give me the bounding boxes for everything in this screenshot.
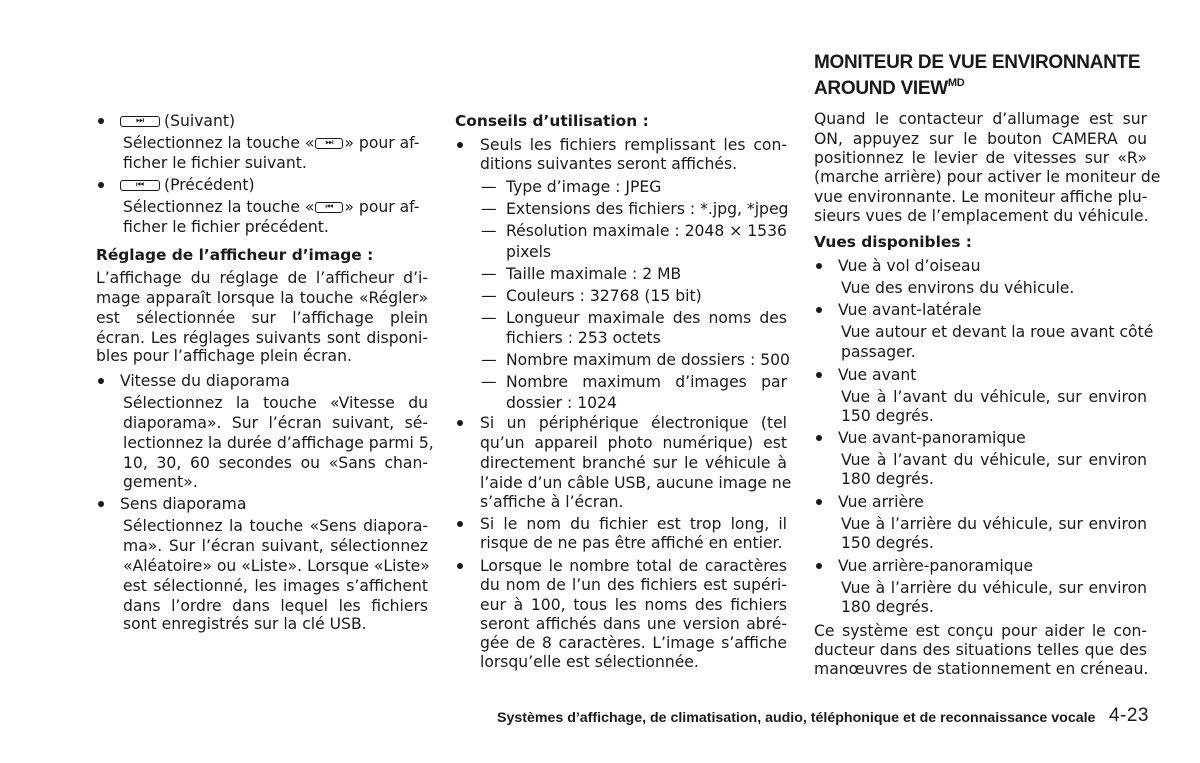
paragraph-line: eur à 100, tous les noms des fichiers [480, 596, 787, 614]
view-title: Vue avant-panoramique [838, 429, 1026, 447]
next-track-key-icon: ⏭ [120, 116, 160, 127]
dash-list-item-continuation: dossier : 1024 [506, 393, 617, 412]
bullet-slideshow-direction: Sens diaporama [96, 494, 428, 514]
bullet-slideshow-speed: Vitesse du diaporama [96, 371, 428, 391]
dash-marker: — [481, 178, 497, 196]
trademark-sup: MD [947, 77, 965, 89]
paragraph-line: écran. Les réglages suivants sont disponi- [96, 329, 428, 347]
paragraph-line: ON, appuyez sur le bouton CAMERA ou [814, 130, 1147, 148]
bullet-dot [98, 182, 104, 188]
page-number: 4-23 [1108, 705, 1149, 726]
view-description: Vue des environs du véhicule. [841, 279, 1075, 297]
view-item [814, 365, 1147, 385]
next-desc-line2: ficher le fichier suivant. [123, 154, 307, 172]
paragraph-line: 10, 30, 60 secondes ou «Sans chan- [123, 454, 428, 472]
paragraph-line: directement branché sur le véhicule à [480, 454, 787, 472]
dash-list-item: — Nombre maximum de dossiers : 500 [481, 351, 790, 369]
bullet-dot [457, 420, 463, 426]
prev-desc-line1: Sélectionnez la touche « ⏮ » pour af- [123, 198, 420, 216]
dash-list-item: — Type d’image : JPEG [481, 178, 662, 196]
dash-marker: — [481, 222, 497, 240]
paragraph-line: positionnez le levier de vitesses sur «R» [814, 149, 1147, 167]
view-item [814, 556, 1147, 576]
bullet-long-filename: Si le nom du fichier est trop long, il [455, 514, 787, 534]
view-title: Vue à vol d’oiseau [838, 257, 981, 275]
paragraph-line: s’affiche à l’écran. [480, 493, 624, 511]
dash-list-item-continuation: pixels [506, 242, 552, 261]
paragraph-line: ma». Sur l’écran suivant, sélectionnez [123, 537, 428, 555]
view-description: 150 degrés. [841, 407, 934, 425]
view-description: 180 degrés. [841, 598, 934, 616]
page-footer [497, 707, 1149, 729]
bullet-dot [457, 563, 463, 569]
next-track-key-icon: ⏭ [315, 138, 343, 149]
paragraph-line: ducteur dans des situations telles que des [814, 641, 1147, 659]
paragraph-line: Quand le contacteur d’allumage est sur [814, 110, 1147, 128]
footer-chapter-title: Systèmes d’affichage, de climatisation, audio, téléphonique et de reconnaissance vocale [497, 710, 1096, 726]
next-desc-line1: Sélectionnez la touche « ⏭ » pour af- [123, 134, 420, 152]
view-title: Vue avant [838, 366, 917, 384]
view-description: Vue à l’avant du véhicule, sur environ [841, 388, 1147, 406]
dash-list-item: — Longueur maximale des noms des [481, 308, 787, 327]
section-title-line2: AROUND $VIEW^{MD}$ [814, 77, 965, 99]
previous-track-key-icon: ⏮ [120, 180, 160, 191]
dash-list-item: — Résolution maximale : 2048 × 1536 [481, 222, 787, 240]
paragraph-line: ditions suivantes seront affichés. [480, 155, 738, 173]
dash-list-item: — Nombre maximum d’images par [481, 373, 787, 391]
bullet-dot [816, 563, 822, 569]
paragraph-line: diaporama». Sur l’écran suivant, sé- [123, 414, 428, 432]
prev-label: (Précédent) [164, 176, 255, 194]
paragraph-line: lorsqu’elle est sélectionnée. [480, 653, 699, 671]
bullet-dot [816, 263, 822, 269]
paragraph-line: est sélectionné, les images s’affichent [123, 577, 428, 595]
view-description: Vue à l’arrière du véhicule, sur environ [841, 515, 1147, 533]
dash-marker: — [481, 351, 497, 369]
bullet-dot [457, 142, 463, 148]
bullet-dot [816, 499, 822, 505]
paragraph-line: dans l’ordre dans lequel les fichiers [123, 597, 428, 615]
view-description: 150 degrés. [841, 534, 934, 552]
dash-list-item: — Taille maximale : 2 MB [481, 264, 682, 283]
dash-marker: — [481, 264, 497, 283]
paragraph-line: seront affichés dans une version abré- [480, 615, 787, 633]
paragraph-line: L’affichage du réglage de l’afficheur d’i- [96, 269, 428, 287]
bullet-prev [96, 175, 428, 195]
view-item [814, 492, 1147, 512]
paragraph-line: gée de 8 caractères. L’image s’affiche [480, 634, 787, 652]
paragraph-line: qu’un appareil photo numérique) est [480, 434, 787, 452]
bullet-dot [98, 118, 104, 124]
paragraph-line: mage apparaît lorsque la touche «Régler» [96, 289, 428, 307]
view-description: Vue à l’arrière du véhicule, sur environ [841, 579, 1147, 597]
paragraph-line: Sélectionnez la touche «Vitesse du [123, 394, 428, 412]
bullet-next [96, 111, 428, 131]
bullet-dot [816, 307, 822, 313]
section-heading-image-settings: Réglage de l’afficheur d’image : [96, 246, 374, 264]
bullet-dot [98, 501, 104, 507]
view-description: Vue autour et devant la roue avant côté [841, 323, 1154, 341]
paragraph-line: l’aide d’un câble USB, aucune image ne [480, 474, 792, 492]
dash-list-item: — Couleurs : 32768 (15 bit) [481, 286, 702, 305]
prev-desc-line2: ficher le fichier précédent. [123, 218, 329, 236]
paragraph-line: risque de ne pas être affiché en entier. [480, 534, 783, 552]
dash-marker: — [481, 308, 497, 327]
bullet-dot [98, 378, 104, 384]
paragraph-line: du nom de l’un des fichiers est supéri- [480, 576, 787, 594]
paragraph-line: sont enregistrés sur la clé USB. [123, 615, 367, 633]
section-heading-available-views: Vues disponibles : [814, 233, 972, 251]
paragraph-line: lectionnez la durée d’affichage parmi 5, [123, 434, 434, 452]
previous-track-key-icon: ⏮ [315, 202, 343, 213]
dash-marker: — [481, 373, 497, 391]
section-title-line1: MONITEUR DE VUE ENVIRONNANTE [814, 52, 1141, 73]
paragraph-line: (marche arrière) pour activer le moniteur de [814, 168, 1161, 186]
paragraph-line: gement». [123, 473, 198, 491]
paragraph-line: bles pour l’affichage plein écran. [96, 347, 352, 365]
dash-list-item-continuation: fichiers : 253 octets [506, 329, 661, 347]
dash-marker: — [481, 286, 497, 305]
next-label: (Suivant) [164, 112, 236, 130]
dash-list-item: — Extensions des fichiers : *.jpg, *jpeg [481, 200, 789, 218]
paragraph-line: Ce système est conçu pour aider le con- [814, 622, 1147, 640]
section-heading-usage-tips: Conseils d’utilisation : [455, 112, 649, 130]
dash-marker: — [481, 200, 497, 218]
bullet-dot [816, 435, 822, 441]
bullet-file-conditions: Seuls les fichiers remplissant les con- [455, 135, 787, 155]
paragraph-line: Sélectionnez la touche «Sens diapora- [123, 517, 428, 535]
paragraph-line: «Aléatoire» ou «Liste». Lorsque «Liste» [123, 557, 430, 575]
paragraph-line: manœuvres de stationnement en créneau. [814, 660, 1149, 678]
view-description: 180 degrés. [841, 470, 934, 488]
paragraph-line: est sélectionnée sur l’affichage plein [96, 309, 428, 327]
view-description: passager. [841, 343, 916, 361]
bullet-dot [816, 372, 822, 378]
view-item [814, 256, 1147, 276]
bullet-dot [457, 521, 463, 527]
view-item [814, 300, 1147, 320]
paragraph-line: vue environnante. Le moniteur affiche plu- [814, 188, 1148, 206]
paragraph-line: sieurs vues de l’emplacement du véhicule. [814, 207, 1149, 225]
bullet-filename-total: Lorsque le nombre total de caractères [455, 556, 787, 576]
view-title: Vue arrière [838, 493, 924, 511]
view-item [814, 428, 1147, 448]
view-title: Vue arrière-panoramique [838, 557, 1034, 575]
bullet-usb-device: Si un périphérique électronique (tel [455, 413, 787, 433]
view-title: Vue avant-latérale [838, 301, 982, 319]
view-description: Vue à l’avant du véhicule, sur environ [841, 451, 1147, 469]
